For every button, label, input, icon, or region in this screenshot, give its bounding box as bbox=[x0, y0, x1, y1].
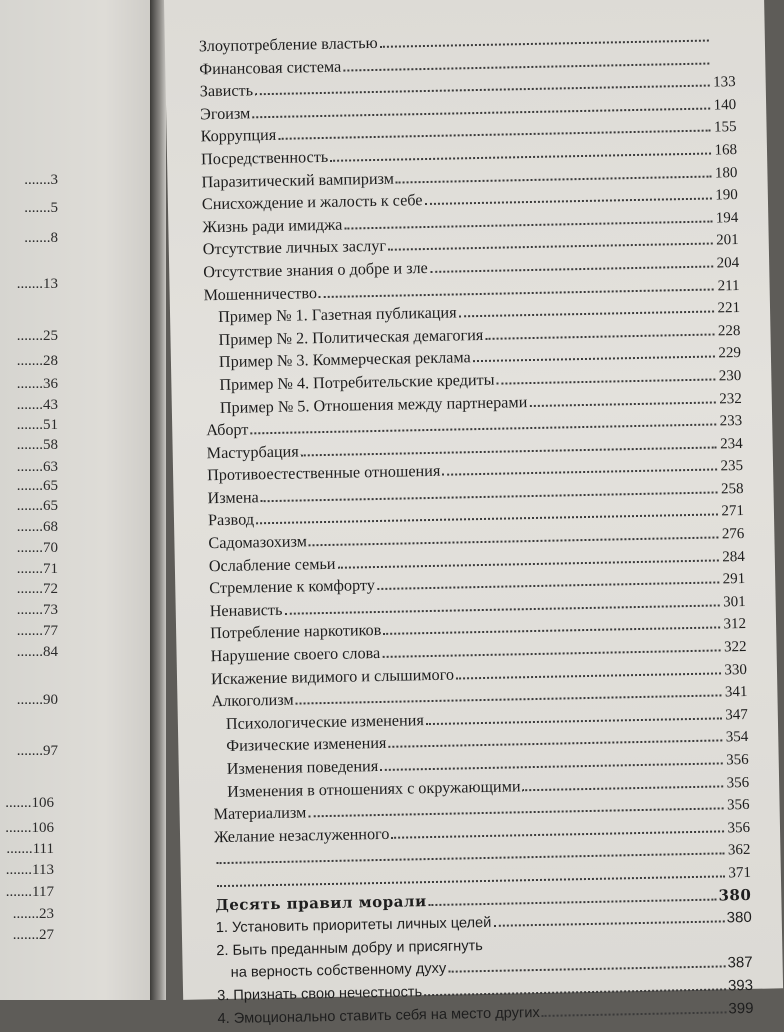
left-page-number: .......51 bbox=[16, 417, 58, 433]
toc-entry: Паразитический вампиризм 180 bbox=[201, 164, 738, 191]
toc-entry: Потребление наркотиков 312 bbox=[210, 616, 747, 643]
left-page-number: .......71 bbox=[16, 561, 58, 577]
left-page-number: .......97 bbox=[16, 743, 58, 759]
toc-rule-entry: 4. Эмоционально ставить себя на место других 399 bbox=[217, 999, 754, 1027]
leader-dots bbox=[379, 28, 708, 48]
toc-subentry: Изменения поведения 356 bbox=[226, 751, 749, 778]
leader-dots bbox=[485, 321, 714, 339]
left-page-number: .......3 bbox=[24, 172, 58, 188]
leader-dots bbox=[542, 999, 727, 1017]
leader-dots bbox=[522, 773, 723, 791]
toc-rule-entry: 3. Признать свою нечестность 393 bbox=[216, 976, 754, 1005]
left-page-number: .......23 bbox=[12, 906, 54, 922]
toc-entry: Мошенничество 211 bbox=[203, 277, 740, 304]
toc-entry: Зависть 133 bbox=[199, 74, 736, 101]
toc-subentry: Изменения в отношениях с окружающими 356 bbox=[227, 774, 750, 801]
left-page-number: .......90 bbox=[16, 692, 58, 708]
toc-entry: Материализм 356 bbox=[213, 797, 750, 824]
toc-entry: Развод 271 bbox=[207, 503, 745, 530]
toc-subentry: Пример № 1. Газетная публикация 221 bbox=[217, 300, 741, 327]
left-page-number: .......65 bbox=[16, 478, 58, 494]
contents-page bbox=[164, 0, 783, 1027]
toc-entry: Эгоизм 140 bbox=[200, 96, 737, 124]
toc-entry: Стремление к комфорту 291 bbox=[209, 571, 746, 598]
toc-entry: Искажение видимого и слышимого 330 bbox=[210, 661, 748, 688]
leader-dots bbox=[529, 389, 716, 407]
left-page-number: .......77 bbox=[16, 623, 58, 639]
left-page-number: .......13 bbox=[16, 276, 58, 292]
toc-entry: Злоупотребление властью bbox=[199, 27, 735, 60]
previous-page bbox=[0, 0, 150, 1000]
toc-subentry: Пример № 2. Политическая демагогия 228 bbox=[218, 322, 741, 349]
toc-entry: Жизнь ради имиджа 194 bbox=[202, 209, 739, 237]
toc-subentry: Психологические изменения 347 bbox=[225, 706, 748, 733]
toc-entry: 371 bbox=[215, 863, 751, 896]
toc-entry: Коррупция 155 bbox=[200, 119, 737, 146]
toc-rule-entry: 1. Установить приоритеты личных целей 380 bbox=[215, 909, 752, 937]
left-page-number: .......73 bbox=[16, 602, 58, 618]
toc-entry: Мастурбация 234 bbox=[206, 435, 743, 462]
toc-entry: Отсутствие личных заслуг 201 bbox=[202, 232, 739, 259]
toc-subentry: Пример № 3. Коммерческая реклама 229 bbox=[218, 345, 742, 372]
toc-subentry: Физические изменения 354 bbox=[226, 729, 749, 756]
toc-rule-entry-continued: на верность собственному духу 387 bbox=[230, 954, 753, 982]
toc-entry: Аборт 233 bbox=[206, 413, 743, 440]
left-page-number: .......70 bbox=[16, 540, 58, 556]
left-page-number: .......65 bbox=[16, 498, 58, 514]
toc-entry: Желание незаслуженного 356 bbox=[213, 819, 751, 846]
toc-entry: Алкоголизм 341 bbox=[211, 684, 748, 711]
toc-subentry: Пример № 4. Потребительские кредиты 230 bbox=[219, 367, 742, 394]
toc-rule-entry: 2. Быть преданным добру и присягнуть bbox=[216, 931, 752, 964]
toc-entry: Посредственность 168 bbox=[200, 141, 738, 169]
toc-entry: Ослабление семьи 284 bbox=[208, 548, 745, 575]
left-page-number: .......72 bbox=[16, 581, 58, 597]
toc-entry: Ненависть 301 bbox=[209, 593, 746, 621]
left-page-number: .......36 bbox=[16, 376, 58, 392]
left-page-number: .......8 bbox=[24, 230, 58, 246]
table-of-contents bbox=[199, 27, 754, 1031]
left-page-number: .......117 bbox=[5, 884, 54, 900]
toc-entry: Измена 258 bbox=[207, 480, 744, 508]
toc-section-heading: Десять правил морали 380 bbox=[215, 885, 752, 914]
left-page-number: .......106 bbox=[5, 795, 54, 811]
leader-dots bbox=[496, 366, 715, 384]
left-page-number: .......106 bbox=[5, 820, 54, 836]
toc-entry: Противоестественные отношения 235 bbox=[206, 458, 744, 485]
left-page-number: .......43 bbox=[16, 397, 58, 413]
toc-entry: Садомазохизм 276 bbox=[208, 526, 745, 553]
toc-subentry: Пример № 5. Отношения между партнерами 232 bbox=[219, 390, 742, 417]
left-page-number: .......63 bbox=[16, 459, 58, 475]
toc-entry: Снисхождение и жалость к себе 190 bbox=[201, 187, 739, 214]
left-page-number: .......84 bbox=[16, 644, 58, 660]
left-page-number: .......113 bbox=[5, 862, 54, 878]
left-page-number: .......58 bbox=[16, 437, 58, 453]
book-gutter bbox=[150, 0, 166, 1000]
toc-entry: Финансовая система bbox=[199, 50, 735, 83]
left-page-number: .......68 bbox=[16, 519, 58, 535]
leader-dots bbox=[493, 909, 725, 927]
left-page-number: .......25 bbox=[16, 328, 58, 344]
toc-entry: Отсутствие знания о добре и зле 204 bbox=[203, 254, 740, 282]
left-page-number: .......5 bbox=[24, 200, 58, 216]
toc-entry: Нарушение своего слова 322 bbox=[210, 638, 747, 666]
left-page-number: .......111 bbox=[6, 841, 54, 857]
left-page-number: .......28 bbox=[16, 353, 58, 369]
toc-entry: 362 bbox=[214, 840, 750, 873]
left-page-number: .......27 bbox=[12, 927, 54, 943]
